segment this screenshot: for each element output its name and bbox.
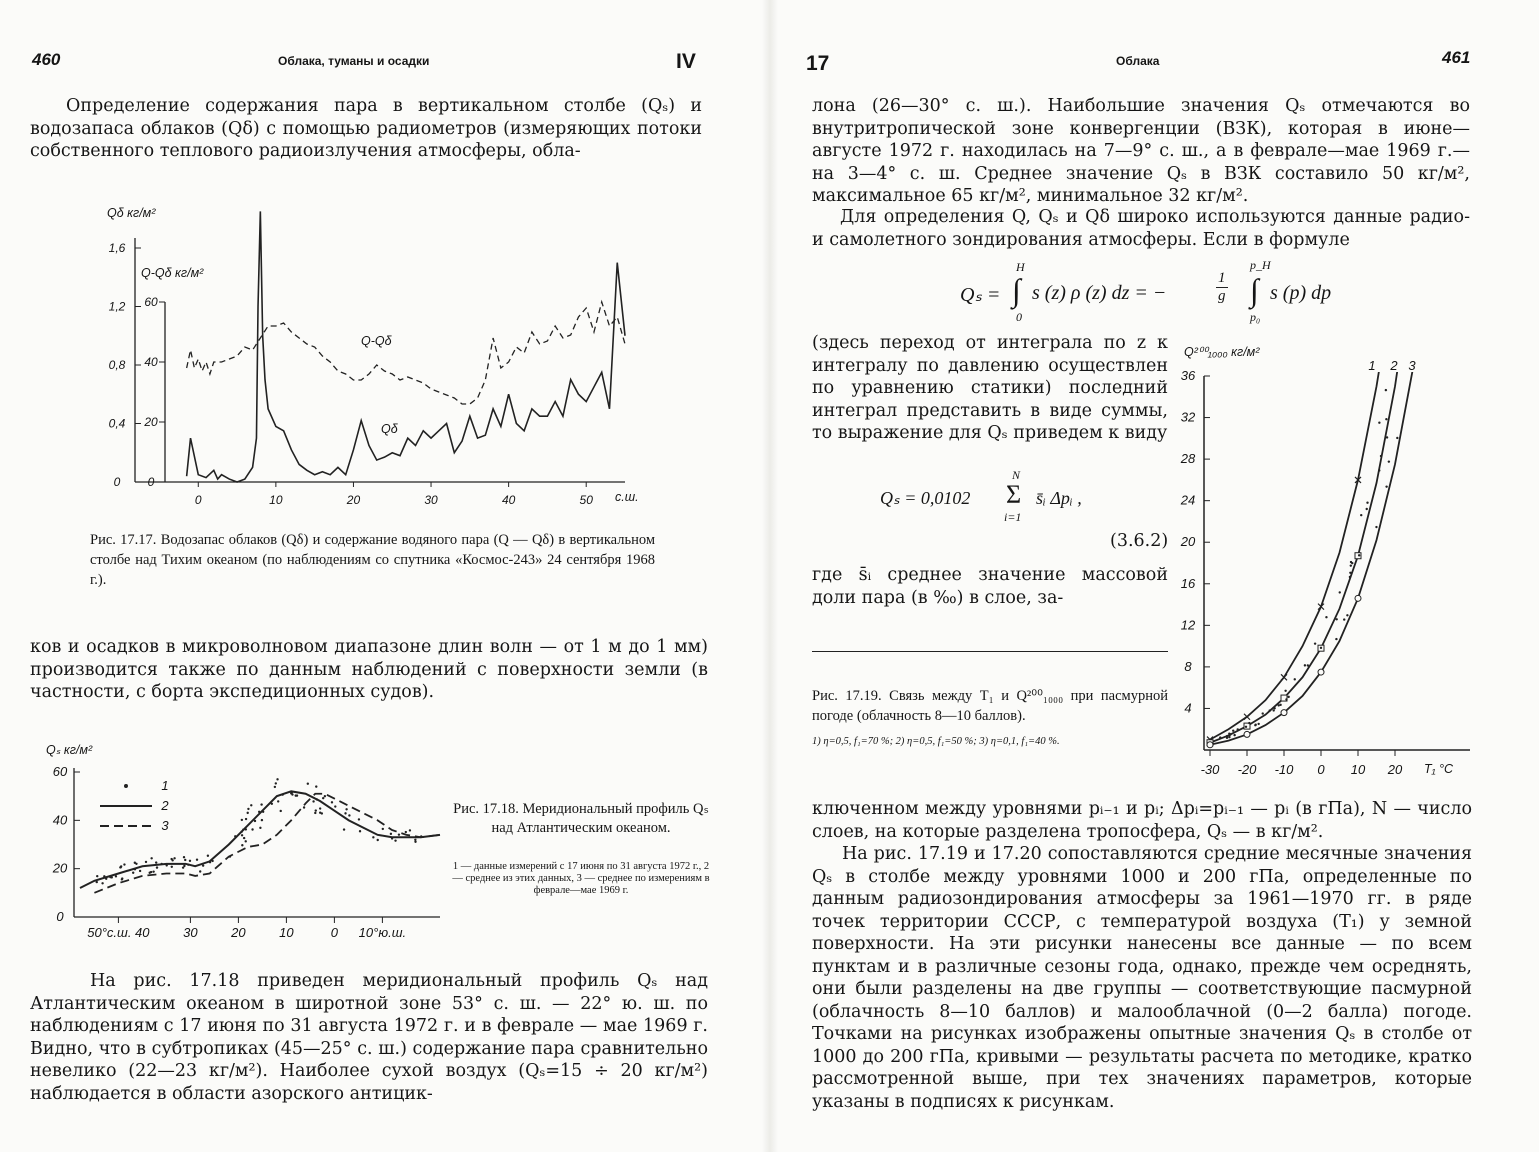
observation-point xyxy=(183,865,185,867)
formula-integrand: s (p) dp xyxy=(1270,282,1332,304)
observation-point xyxy=(1279,704,1281,706)
observation-point xyxy=(156,866,158,868)
y-tick-label: 0,4 xyxy=(108,416,126,431)
figure-notes: 1 — данные измерений с 17 июня по 31 августа 1972 г., 2 — среднее из этих данных, 3 — среднее по измерениям в феврале—мае 1969 г. xyxy=(452,861,710,896)
observation-point xyxy=(1388,460,1390,462)
observation-point xyxy=(1233,734,1235,736)
curve-marker-circle xyxy=(1318,669,1324,675)
y-tick-label: 32 xyxy=(1180,409,1196,425)
y-tick-label: 8 xyxy=(1184,658,1192,674)
formula-body: s̄ᵢ Δpᵢ , xyxy=(1036,488,1082,508)
observation-point xyxy=(183,856,185,858)
observation-point xyxy=(1304,664,1306,666)
curve-3 xyxy=(1210,340,1421,745)
sum-upper-limit: N xyxy=(1012,468,1021,482)
paragraph: (здесь переход от интеграла по z к интегралу по давлению осуществлен по уравнению статики) последний интеграл представить в виде суммы, то выражение для Qₛ приведем к виду xyxy=(812,333,1168,443)
observation-point xyxy=(295,794,297,796)
page-number: 460 xyxy=(32,50,61,69)
observation-point xyxy=(199,870,201,872)
inner-y-tick-label: 60 xyxy=(144,295,158,309)
fraction-denominator: g xyxy=(1218,288,1226,304)
y-tick-label: 36 xyxy=(1180,368,1196,383)
page-number: 461 xyxy=(1442,48,1471,67)
observation-point xyxy=(171,859,173,861)
observation-point xyxy=(1294,678,1296,680)
observation-point xyxy=(1385,389,1387,391)
observation-point xyxy=(348,814,350,816)
observation-point xyxy=(382,828,384,830)
figure-17-17 xyxy=(95,200,655,510)
chart-17-19 xyxy=(1172,340,1472,790)
formula-fraction xyxy=(1216,270,1228,305)
observation-point xyxy=(1396,437,1398,439)
observation-point xyxy=(149,872,151,874)
curve-number-label: 3 xyxy=(1408,358,1416,373)
legend-label: 3 xyxy=(161,818,169,833)
observation-point xyxy=(245,818,247,820)
x-tick-label: 30 xyxy=(183,925,198,940)
observation-point xyxy=(334,805,336,807)
x-tick-label: 10 xyxy=(269,493,283,507)
observation-point xyxy=(1360,514,1362,516)
observation-point xyxy=(409,829,411,831)
paragraph: ков и осадков в микроволновом диапазоне длин волн — от 1 м до 1 мм) производится также по данным наблюдений с поверхности земли (в частности, с борта экспедиционных судов). xyxy=(30,637,708,702)
x-tick-label: 10°ю.ш. xyxy=(358,925,407,940)
observation-point xyxy=(261,819,263,821)
paragraph: На рис. 17.18 приведен меридиональный профиль Qₛ над Атлантическим океаном в широтной зоне 53° с. ш. — 22° ю. ш. по наблюдениям с 17 июня по 31 августа 1972 г. и в феврале — мае 1969 г. Видно, что в субтропиках (45—25° с. ш.) содержание пара сравнительно невелико (22—23 кг/м²). Наиболее сухой воздух (Qₛ=15 ÷ 20 кг/м²) наблюдается в области азорского антицик- xyxy=(30,971,708,1104)
paragraph: Для определения Q, Qₛ и Qδ широко используются данные радио- и самолетного зондирования атмосферы. Если в формуле xyxy=(812,207,1470,250)
y-tick-label: 28 xyxy=(1180,451,1196,467)
observation-point xyxy=(390,833,392,835)
x-tick-label: 0 xyxy=(194,493,202,507)
paragraph: лона (26—30° с. ш.). Наибольшие значения Qₛ отмечаются во внутритропической зоне конвергенции (ВЗК), которая в июне—августе 1972 г. находилась на 7—9° с. ш., а в феврале—мае 1969 г.— на 3—4° с. ш. Среднее значение Qₛ в ВЗК составило 50 кг/м², максимальное 65 кг/м², минимальное 32 кг/м². xyxy=(812,96,1470,206)
observation-point xyxy=(280,810,282,812)
x-tick-label: 20 xyxy=(231,925,246,940)
observation-point xyxy=(1219,736,1221,738)
curve-marker-cross xyxy=(1244,714,1250,720)
y-axis-label: Qₛ кг/м² xyxy=(46,743,93,757)
observation-point xyxy=(259,827,261,829)
observation-point xyxy=(1358,554,1360,556)
observation-point xyxy=(171,866,173,868)
observation-point xyxy=(275,782,277,784)
x-tick-label: -30 xyxy=(1200,762,1220,777)
observation-point xyxy=(241,844,243,846)
observation-point xyxy=(377,839,379,841)
observation-point xyxy=(1287,696,1289,698)
chapter-number: 17 xyxy=(806,52,830,75)
observation-point xyxy=(241,834,243,836)
formula-sum xyxy=(880,468,1180,524)
series-line-qd xyxy=(187,211,625,482)
observation-point xyxy=(1375,526,1377,528)
observation-point xyxy=(1284,690,1286,692)
observation-point xyxy=(1248,722,1250,724)
y-tick-label: 20 xyxy=(52,860,68,876)
observation-point xyxy=(1307,664,1309,666)
observation-point xyxy=(307,783,309,785)
y-tick-label: 0,8 xyxy=(108,358,126,372)
observation-point xyxy=(1314,642,1316,644)
observation-point xyxy=(1285,698,1287,700)
x-tick-label: 50 xyxy=(579,493,593,507)
y-tick-label: 4 xyxy=(1184,700,1192,716)
sum-lower-limit: i=1 xyxy=(1004,510,1022,524)
observation-point xyxy=(1228,734,1230,736)
observation-point xyxy=(414,839,416,841)
integral-sign: ∫ xyxy=(1012,272,1021,308)
observation-point xyxy=(119,866,121,868)
x-unit-label: T₁ °C xyxy=(1424,762,1454,776)
observation-point xyxy=(1385,418,1387,420)
curve-number-label: 1 xyxy=(1368,358,1376,373)
formula-integrand: s (z) ρ (z) dz = − xyxy=(1032,282,1167,304)
y-axis-label: Qδ кг/м² xyxy=(107,206,156,220)
observation-point xyxy=(1366,508,1368,510)
observation-point xyxy=(150,857,152,859)
observation-point xyxy=(243,837,245,839)
observation-point xyxy=(1346,614,1348,616)
paragraph: На рис. 17.19 и 17.20 сопоставляются средние месячные значения Qₛ в столбе между уровнями 1000 и 200 гПа, определенные по данным радиозондирования атмосферы за 1961—1970 гг. в ряде точек территории СССР, с температурой воздуха (T₁) у земной поверхности. На эти рисунки нанесены все данные — по всем пунктам и в различные сезоны года, однако, прежде чем осреднять, они были разделены на две группы — соответствующие пасмурной (облачность 8—10 баллов) и малооблачной (0—2 балла) погоде. Точками на рисунках изображены опытные значения Qₛ в столбе от 1000 до 200 гПа, кривыми — результаты расчета по методике, кратко рассмотренной выше, при тех значениях параметров, которые указаны в подписях к рисункам. xyxy=(812,844,1472,1112)
y-tick-label: 1,2 xyxy=(108,299,126,314)
x-tick-label: 30 xyxy=(424,493,438,507)
observation-point xyxy=(189,860,191,862)
running-head: Облака, туманы и осадки xyxy=(278,54,430,68)
observation-point xyxy=(247,808,249,810)
series-line-q-minus-qd xyxy=(187,302,625,404)
x-tick-label: 20 xyxy=(1387,762,1403,777)
legend-label: 2 xyxy=(161,798,169,813)
figure-notes: 1) η=0,5, f₁=70 %; 2) η=0,5, f₁=50 %; 3) η=0,1, f₁=40 %. xyxy=(812,736,1060,747)
observation-point xyxy=(1385,485,1387,487)
observation-point xyxy=(1272,709,1274,711)
observation-point xyxy=(331,801,333,803)
observation-point xyxy=(1343,618,1345,620)
observation-point xyxy=(315,785,317,787)
figure-caption: Рис. 17.17. Водозапас облаков (Qδ) и содержание водяного пара (Q — Qδ) в вертикальном столбе над Тихим океаном (по наблюдениям со спутника «Космос-243» 24 сентября 1968 г.). xyxy=(90,532,655,588)
observation-point xyxy=(372,836,374,838)
observation-point xyxy=(1262,712,1264,714)
observation-point xyxy=(196,859,198,861)
fraction-numerator: 1 xyxy=(1218,270,1226,286)
observation-point xyxy=(241,819,243,821)
x-tick-label: -20 xyxy=(1237,762,1257,777)
observation-point xyxy=(324,795,326,797)
observation-point xyxy=(1386,436,1388,438)
figure-17-18 xyxy=(30,740,450,940)
x-tick-label: 50°с.ш. 40 xyxy=(87,925,150,940)
observation-point xyxy=(343,828,345,830)
x-tick-label: -10 xyxy=(1274,762,1294,777)
observation-point xyxy=(1237,728,1239,730)
observation-point xyxy=(276,778,278,780)
figure-17-19 xyxy=(1172,340,1472,790)
figure-caption: Рис. 17.19. Связь между T₁ и Q²⁰⁰₁₀₀₀ при пасмурной погоде (облачность 8—10 баллов). xyxy=(812,688,1168,724)
observation-point xyxy=(1273,707,1275,709)
x-tick-label: 40 xyxy=(501,493,516,507)
paragraph: ключенном между уровнями pᵢ₋₁ и pᵢ; Δpᵢ=pᵢ₋₁ — pᵢ (в гПа), N — число слоев, на которые разделена тропосфера, Qₛ — в кг/м². xyxy=(812,799,1472,842)
observation-point xyxy=(398,833,400,835)
observation-point xyxy=(207,855,209,857)
y-tick-label: 0 xyxy=(113,475,121,489)
observation-point xyxy=(250,804,252,806)
observation-point xyxy=(173,857,175,859)
observation-point xyxy=(405,831,407,833)
observation-point xyxy=(1378,469,1380,471)
observation-point xyxy=(145,861,147,863)
observation-point xyxy=(359,830,361,832)
right-page xyxy=(770,0,1539,1152)
y-tick-label: 40 xyxy=(52,812,68,828)
equation-number: (3.6.2) xyxy=(1110,531,1169,551)
running-head: Облака xyxy=(1116,54,1160,68)
observation-point xyxy=(1339,591,1341,593)
observation-point xyxy=(1349,576,1351,578)
x-tick-label: 20 xyxy=(346,493,361,507)
observation-point xyxy=(1350,561,1352,563)
observation-point xyxy=(277,800,279,802)
paragraph: где s̄ᵢ среднее значение массовой доли пара (в ‰) в слое, за- xyxy=(812,565,1168,608)
observation-point xyxy=(1335,618,1337,620)
observation-point xyxy=(358,818,360,820)
x-tick-label: 0 xyxy=(1317,762,1325,777)
observation-point xyxy=(274,786,276,788)
observation-point xyxy=(1269,709,1271,711)
inner-y-tick-label: 0 xyxy=(147,475,155,489)
observation-point xyxy=(1378,422,1380,424)
observation-point xyxy=(121,877,123,879)
formula-lhs: Qₛ = 0,0102 xyxy=(880,488,971,508)
observation-point xyxy=(134,862,136,864)
observation-point xyxy=(312,800,314,802)
inner-y-tick-label: 20 xyxy=(144,415,158,429)
paragraph: Определение содержания пара в вертикальном столбе (Qₛ) и водозапаса облаков (Qδ) с помощью радиометров (измеряющих потоки собственного теплового радиоизлучения атмосферы, обла- xyxy=(30,96,702,161)
observation-point xyxy=(123,863,125,865)
chart-17-18 xyxy=(30,740,450,940)
curve-marker-circle xyxy=(1355,595,1361,601)
integral-sign: ∫ xyxy=(1250,272,1259,308)
series-label-q-minus-qd: Q-Qδ xyxy=(361,334,392,348)
y-tick-label: 20 xyxy=(1180,534,1196,550)
observation-point xyxy=(184,859,186,861)
figure-caption: Рис. 17.18. Меридиональный профиль Qₛ над Атлантическим океаном. xyxy=(453,801,709,836)
x-tick-label: 10 xyxy=(1350,762,1366,777)
curve-marker-circle xyxy=(1281,710,1287,716)
y-axis-label: Q²⁰⁰₁₀₀₀ кг/м² xyxy=(1184,345,1260,359)
chapter-roman: IV xyxy=(676,50,696,73)
observation-point xyxy=(245,840,247,842)
caption-rule xyxy=(812,651,1168,652)
observation-point xyxy=(321,812,323,814)
y-tick-label: 60 xyxy=(52,764,68,779)
observation-point xyxy=(96,875,98,877)
observation-point xyxy=(1257,723,1259,725)
observation-point xyxy=(260,803,262,805)
observation-point xyxy=(345,808,347,810)
observation-point xyxy=(101,882,103,884)
curve-marker-circle xyxy=(1207,742,1213,748)
series-line-mean-1969 xyxy=(94,794,440,893)
observation-point xyxy=(1366,502,1368,504)
observation-point xyxy=(319,807,321,809)
curve-number-label: 2 xyxy=(1390,358,1398,373)
observation-point xyxy=(1245,726,1247,728)
y-tick-label: 12 xyxy=(1180,617,1196,633)
y-tick-label: 0 xyxy=(56,909,64,924)
observation-point xyxy=(315,809,317,811)
y-tick-label: 16 xyxy=(1180,575,1196,591)
x-unit-label: с.ш. xyxy=(615,490,639,504)
observation-point xyxy=(1350,564,1352,566)
formula-lower-limit: p₀ xyxy=(1250,310,1261,324)
observation-point xyxy=(1349,572,1351,574)
observation-point xyxy=(247,812,249,814)
curve-1 xyxy=(1210,340,1402,740)
sum-sign: Σ xyxy=(1006,480,1022,509)
formula-lower-limit: 0 xyxy=(1016,310,1022,324)
legend-dot-marker xyxy=(124,784,128,788)
chart-17-17 xyxy=(95,200,655,510)
legend-label: 1 xyxy=(161,778,169,793)
observation-point xyxy=(322,797,324,799)
observation-point xyxy=(344,812,346,814)
y-tick-label: 24 xyxy=(1180,492,1196,508)
x-tick-label: 0 xyxy=(330,925,339,940)
observation-point xyxy=(1226,735,1228,737)
formula-upper-limit: p_H xyxy=(1250,258,1271,272)
observation-point xyxy=(1335,638,1337,640)
curve-2 xyxy=(1210,340,1414,743)
observation-point xyxy=(139,870,141,872)
observation-point xyxy=(1380,455,1382,457)
observation-point xyxy=(132,872,134,874)
observation-point xyxy=(155,861,157,863)
formula-upper-limit: H xyxy=(1016,260,1025,274)
observation-point xyxy=(1254,724,1256,726)
inner-y-axis-label: Q-Qδ кг/м² xyxy=(141,266,204,280)
y-tick-label: 1,6 xyxy=(108,241,126,255)
curve-marker-cross xyxy=(1281,674,1287,680)
observation-point xyxy=(251,828,253,830)
series-label-qd: Qδ xyxy=(381,422,398,436)
curve-marker-circle xyxy=(1244,731,1250,737)
observation-point xyxy=(1320,647,1322,649)
formula-integral xyxy=(960,258,1360,324)
x-tick-label: 10 xyxy=(279,925,294,940)
observation-point xyxy=(303,806,305,808)
observation-point xyxy=(152,870,154,872)
formula-lhs: Qₛ = xyxy=(960,284,1001,306)
observation-point xyxy=(1325,616,1327,618)
observation-point xyxy=(1232,730,1234,732)
inner-y-tick-label: 40 xyxy=(144,355,158,369)
observation-point xyxy=(314,812,316,814)
observation-point xyxy=(394,839,396,841)
